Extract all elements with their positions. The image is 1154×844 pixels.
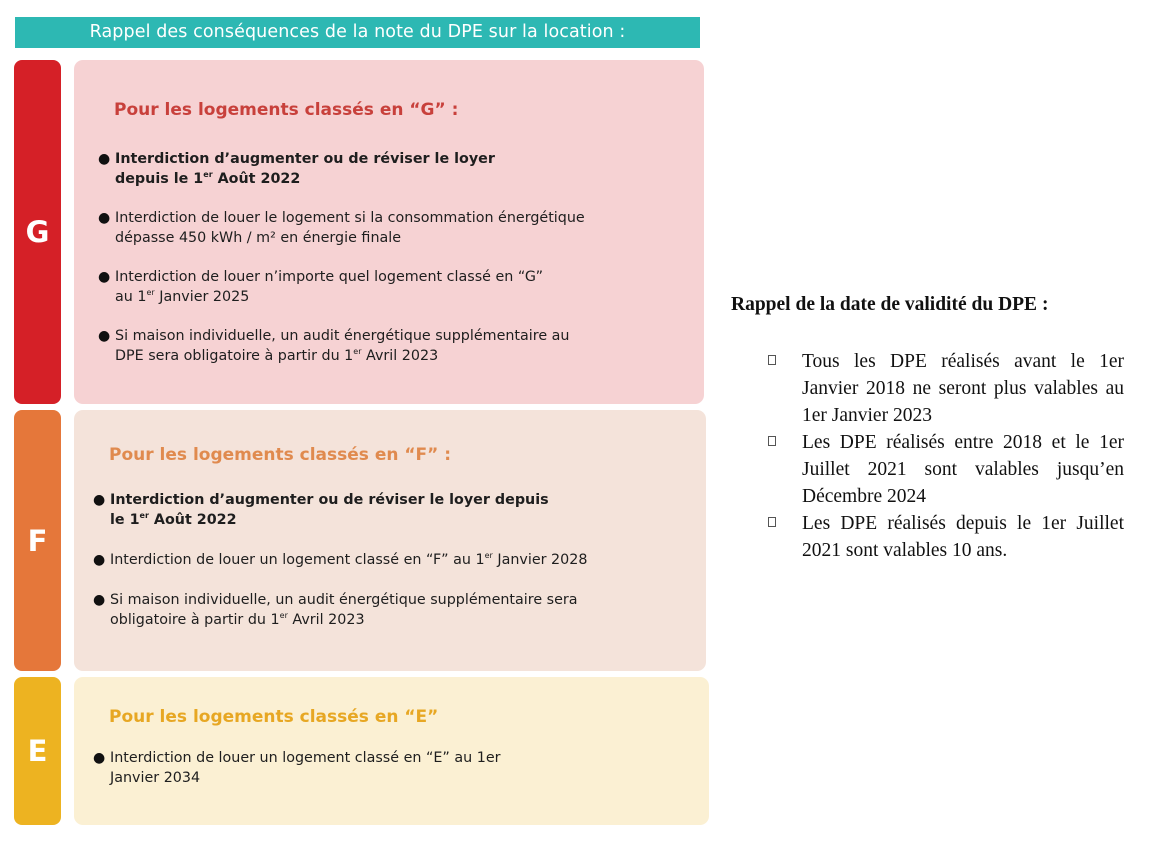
class-letter: E — [27, 734, 48, 768]
bullet-line: dépasse 450 kWh / m² en énergie finale — [115, 230, 402, 246]
bullet-dot: ● — [98, 328, 111, 344]
bullet-line: Interdiction de louer un logement classé en “F” au 1er Janvier 2028 — [110, 551, 588, 568]
bullet-dot: ● — [93, 750, 106, 766]
validity-item — [768, 510, 1124, 564]
validity-title: Rappel de la date de validité du DPE : — [731, 294, 1049, 315]
bullet-dot: ● — [98, 269, 111, 285]
ordinal-superscript: er — [139, 511, 149, 520]
card-title: Pour les logements classés en “F” : — [109, 445, 452, 465]
ordinal-superscript: er — [203, 170, 213, 179]
bullet-line: Interdiction de louer un logement classé en “E” au 1er — [110, 750, 501, 766]
card-title: Pour les logements classés en “G” : — [114, 100, 459, 120]
bullet-line: Janvier 2034 — [110, 770, 201, 786]
bullet-line: obligatoire à partir du 1er Avril 2023 — [110, 611, 365, 628]
ordinal-superscript: er — [353, 347, 362, 356]
class-letter: F — [27, 523, 48, 558]
checkbox-icon — [768, 436, 776, 446]
class-f-card — [74, 410, 706, 671]
bullet-line: Interdiction d’augmenter ou de réviser le loyer depuis — [110, 492, 549, 508]
class-g-card — [74, 60, 704, 404]
bullet-item — [98, 149, 495, 189]
validity-item-text: Les DPE réalisés depuis le 1er Juillet 2021 sont valables 10 ans. — [802, 513, 1124, 561]
bullet-line: Si maison individuelle, un audit énergétique supplémentaire sera — [110, 592, 578, 608]
bullet-line: Interdiction de louer le logement si la consommation énergétique — [115, 210, 585, 226]
bullet-line: depuis le 1er Août 2022 — [115, 170, 301, 187]
bullet-line: DPE sera obligatoire à partir du 1er Avril 2023 — [115, 347, 439, 364]
class-e-strip — [14, 677, 61, 825]
bullet-item — [93, 490, 549, 530]
bullet-item — [98, 326, 570, 366]
card-title: Pour les logements classés en “E” — [109, 707, 439, 727]
ordinal-superscript: er — [146, 288, 155, 297]
bullet-item — [98, 267, 543, 307]
validity-item — [768, 429, 1124, 510]
checkbox-icon — [768, 355, 776, 365]
validity-list — [768, 348, 1124, 564]
bullet-dot: ● — [93, 492, 106, 508]
bullet-item — [93, 748, 501, 788]
ordinal-superscript: er — [279, 611, 288, 620]
bullet-dot: ● — [98, 210, 111, 226]
validity-item — [768, 348, 1124, 429]
bullet-item — [93, 590, 578, 630]
bullet-item — [98, 208, 585, 248]
validity-item-text: Tous les DPE réalisés avant le 1er Janvier 2018 ne seront plus valables au 1er Janvier 2023 — [802, 351, 1124, 426]
bullet-line: au 1er Janvier 2025 — [115, 288, 250, 305]
bullet-line: Interdiction d’augmenter ou de réviser le loyer — [115, 151, 495, 167]
validity-item-text: Les DPE réalisés entre 2018 et le 1er Juillet 2021 sont valables jusqu’en Décembre 2024 — [802, 432, 1124, 507]
bullet-item — [93, 550, 588, 570]
bullet-dot: ● — [93, 552, 106, 568]
banner: Rappel des conséquences de la note du DPE sur la location : — [15, 17, 700, 48]
bullet-dot: ● — [98, 151, 111, 167]
bullet-line: Si maison individuelle, un audit énergétique supplémentaire au — [115, 328, 570, 344]
checkbox-icon — [768, 517, 776, 527]
class-letter: G — [25, 215, 50, 249]
bullet-line: Interdiction de louer n’importe quel logement classé en “G” — [115, 269, 543, 285]
class-g-strip — [14, 60, 61, 404]
class-e-card — [74, 677, 709, 825]
bullet-dot: ● — [93, 592, 106, 608]
bullet-line: le 1er Août 2022 — [110, 511, 237, 528]
ordinal-superscript: er — [484, 551, 493, 560]
class-f-strip — [14, 410, 61, 671]
